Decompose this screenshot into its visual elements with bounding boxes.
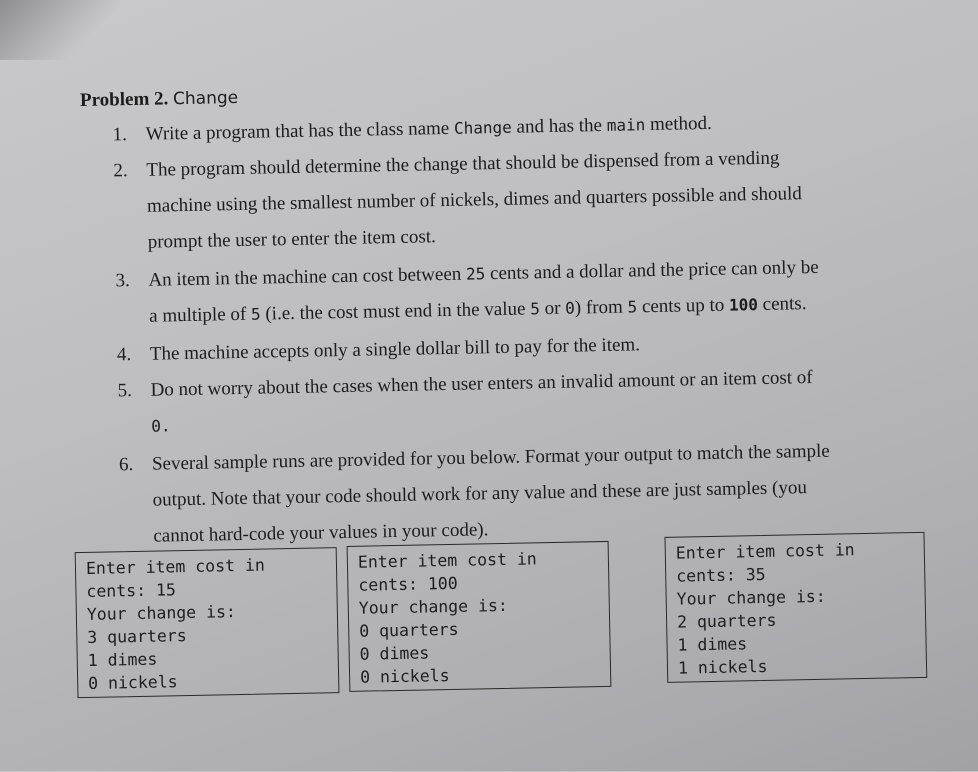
console-line: cents: 35 <box>676 564 766 586</box>
item-line: cannot hard-code your values in your code). <box>153 519 489 547</box>
console-line: 1 dimes <box>677 634 748 655</box>
console-line: 3 quarters <box>87 626 187 647</box>
item-line: prompt the user to enter the item cost. <box>147 226 436 253</box>
item-number: 3. <box>115 270 130 292</box>
console-line: 0 quarters <box>359 619 459 641</box>
item-line: output. Note that your code should work for any value and these are just samples (you <box>152 477 808 511</box>
item-text-part: cents up to <box>637 294 730 318</box>
console-line: 0 nickels <box>359 666 450 687</box>
console-line: 0 nickels <box>88 672 178 693</box>
code-number: 100 <box>728 295 759 315</box>
console-line: Enter item cost in <box>357 549 537 572</box>
item-text-part: An item in the machine can cost between <box>148 263 467 291</box>
item-text <box>146 139 878 261</box>
code-number: 5 <box>627 297 638 317</box>
item-text-part: (i.e. the cost must end in the value <box>260 298 531 325</box>
console-line: 1 dimes <box>87 649 158 670</box>
console-line: Enter item cost in <box>85 555 265 578</box>
console-line: 2 quarters <box>676 610 777 632</box>
code-class-name: Change <box>453 117 512 138</box>
console-line: Your change is: <box>86 602 237 624</box>
item-text-part: cents and a dollar and the price can only be <box>485 256 819 285</box>
item-text-part: a multiple of <box>148 303 252 327</box>
item-text-part: or <box>539 297 566 320</box>
item-text-part: Write a program that has the class name <box>145 117 455 145</box>
item-text-part: and has the <box>511 114 607 138</box>
item-line: The program should determine the change that should be dispensed from a vending <box>146 147 780 181</box>
item-text-part: method. <box>645 112 712 136</box>
item-text-part: cents. <box>757 293 807 316</box>
problem-label: Problem 2. <box>79 88 169 111</box>
console-line: 1 nickels <box>677 656 768 678</box>
item-line: Do not worry about the cases when the user enters an invalid amount or an item cost of <box>150 366 813 401</box>
item-line: Several sample runs are provided for you below. Format your output to match the sample <box>151 440 830 475</box>
code-number: 5 <box>530 299 541 319</box>
item-line: machine using the smallest number of nickels, dimes and quarters possible and should <box>146 183 802 217</box>
console-line: Enter item cost in <box>675 540 855 563</box>
code-number: 5 <box>250 304 261 324</box>
item-text <box>150 359 881 445</box>
console-line: cents: 15 <box>86 580 177 601</box>
console-line: cents: 100 <box>358 573 458 595</box>
sample-run-2 <box>347 541 612 692</box>
console-line: Your change is: <box>358 595 508 618</box>
item-text: The machine accepts only a single dollar bill to pay for the item. <box>149 334 641 365</box>
item-number: 6. <box>118 454 134 476</box>
problem-name: Change <box>172 87 239 110</box>
item-text <box>148 249 879 335</box>
problem-title <box>80 87 239 112</box>
console-line: 0 dimes <box>359 643 430 664</box>
code-number: 0 <box>564 298 576 318</box>
item-number: 5. <box>117 380 133 402</box>
code-number: 25 <box>465 264 486 284</box>
code-method-name: main <box>606 115 646 135</box>
item-number: 1. <box>112 124 128 146</box>
sample-run-3 <box>664 532 927 683</box>
console-line: Your change is: <box>676 586 826 609</box>
sample-run-1 <box>75 547 340 698</box>
item-text-part: ) from <box>574 296 628 319</box>
item-number: 4. <box>116 344 132 366</box>
code-zero: 0. <box>151 416 171 436</box>
item-number: 2. <box>113 160 128 182</box>
